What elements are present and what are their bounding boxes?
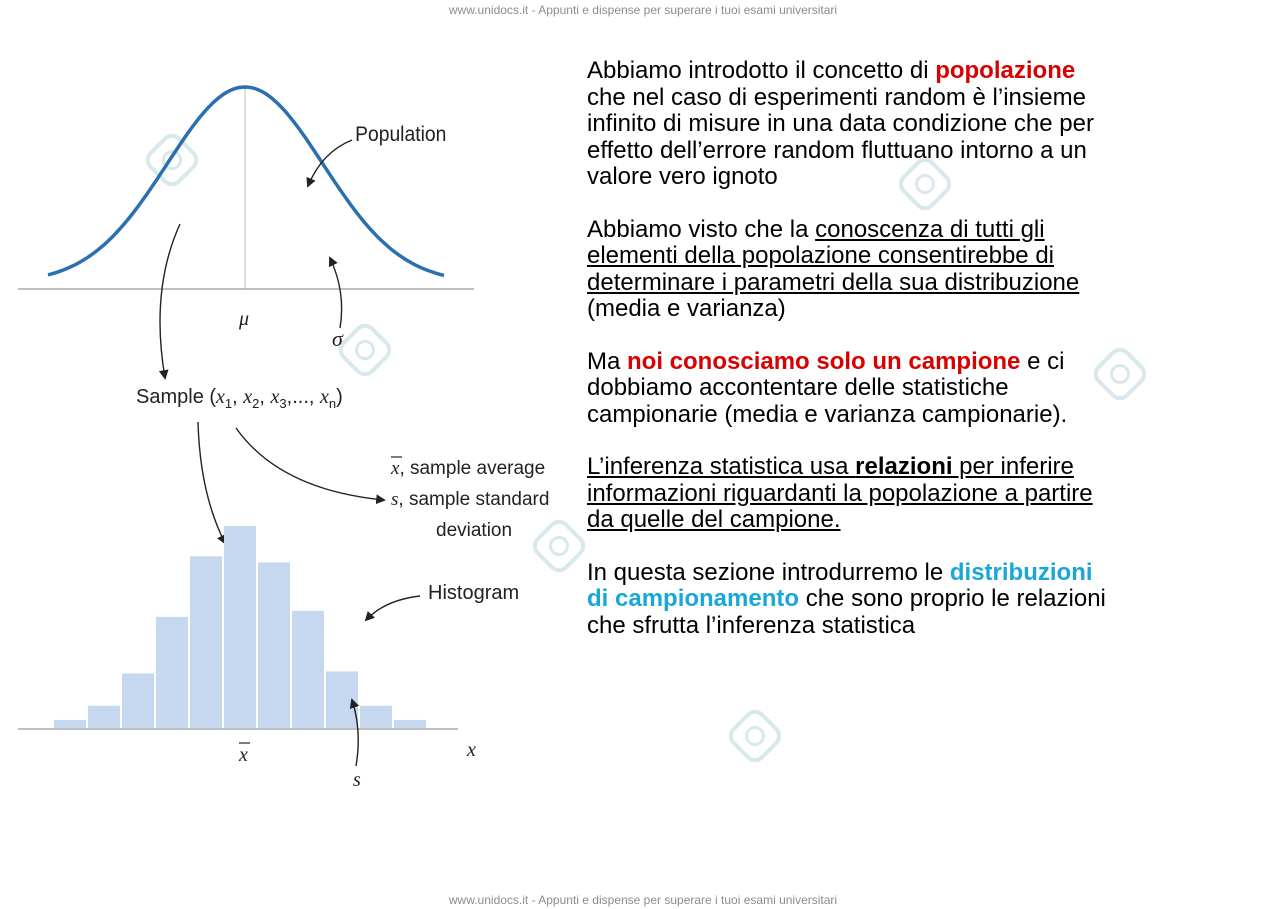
histogram-bar: [156, 617, 188, 728]
paragraph-population: Abbiamo introdotto il concetto di popolazione che nel caso di esperimenti random è l’insieme infinito di misure in una data condizione che per effetto dell’errore random fluttuano intorno a un valore vero ignoto: [587, 57, 1094, 190]
s-description: s, sample standard: [391, 489, 550, 510]
histogram-bar: [88, 706, 120, 728]
underlined-knowledge: conoscenza di tutti gli elementi della popolazione consentirebbe di determinare i parametri della sua distribuzione: [587, 215, 1080, 296]
explanation-text: [587, 58, 1107, 665]
histogram-label: Histogram: [428, 582, 520, 604]
sample-to-stats-arrow: [236, 428, 384, 500]
sample-label: Sample ($x_1$, $x_2$, $x_3$,..., $x_n$): [136, 386, 343, 411]
mu-label: μ: [239, 308, 250, 330]
histogram-bar: [122, 673, 154, 728]
s-description-line2: deviation: [436, 520, 513, 541]
histogram-bar: [360, 706, 392, 728]
s-axis-label: s: [353, 769, 361, 791]
histogram-bar: [190, 556, 222, 728]
sampling-figure: [0, 0, 580, 909]
paragraph-sampling-distributions: In questa sezione introdurremo le distribuzioni di campionamento che sono proprio le relazioni che sfrutta l’inferenza statistica: [587, 558, 1106, 639]
sigma-label: σ: [332, 326, 343, 351]
population-label: Population: [355, 123, 447, 147]
histogram-bar: [224, 526, 256, 728]
histogram-bar: [54, 720, 86, 728]
population-to-sample-arrow: [160, 224, 180, 378]
paragraph-inference: L’inferenza statistica usa relazioni per inferire informazioni riguardanti la popolazione a partire da quelle del campione.: [587, 453, 1093, 533]
population-arrow: [308, 140, 352, 186]
sigma-arrow: [330, 258, 342, 328]
xbar-description: x, sample average: [391, 458, 546, 479]
term-campione: noi conosciamo solo un campione: [627, 347, 1021, 375]
x-axis-label: x: [467, 739, 476, 761]
watermark-logo-icon: [724, 705, 786, 767]
paragraph-sample: Ma noi conosciamo solo un campione e ci dobbiamo accontentare delle statistiche campionarie (media e varianza campionarie).: [587, 347, 1068, 428]
histogram-bars: [54, 526, 426, 728]
histogram-bar: [258, 562, 290, 728]
term-distribuzioni: distribuzioni di campionamento: [587, 558, 1093, 612]
histogram-bar: [394, 720, 426, 728]
sample-to-histogram-arrow: [198, 422, 225, 543]
histogram-arrow: [366, 596, 420, 620]
term-relazioni: relazioni: [855, 453, 953, 480]
paragraph-knowledge: Abbiamo visto che la conoscenza di tutti gli elementi della popolazione consentirebbe di determinare i parametri della sua distribuzione (media e varianza): [587, 215, 1080, 322]
population-curve: [48, 87, 447, 275]
histogram-bar: [292, 611, 324, 728]
histogram-bar: [326, 671, 358, 728]
xbar-axis-label: x: [239, 744, 248, 766]
term-popolazione: popolazione: [935, 57, 1076, 84]
watermark-top: www.unidocs.it - Appunti e dispense per superare i tuoi esami universitari: [448, 3, 838, 17]
watermark-bottom: www.unidocs.it - Appunti e dispense per superare i tuoi esami universitari: [448, 893, 838, 907]
